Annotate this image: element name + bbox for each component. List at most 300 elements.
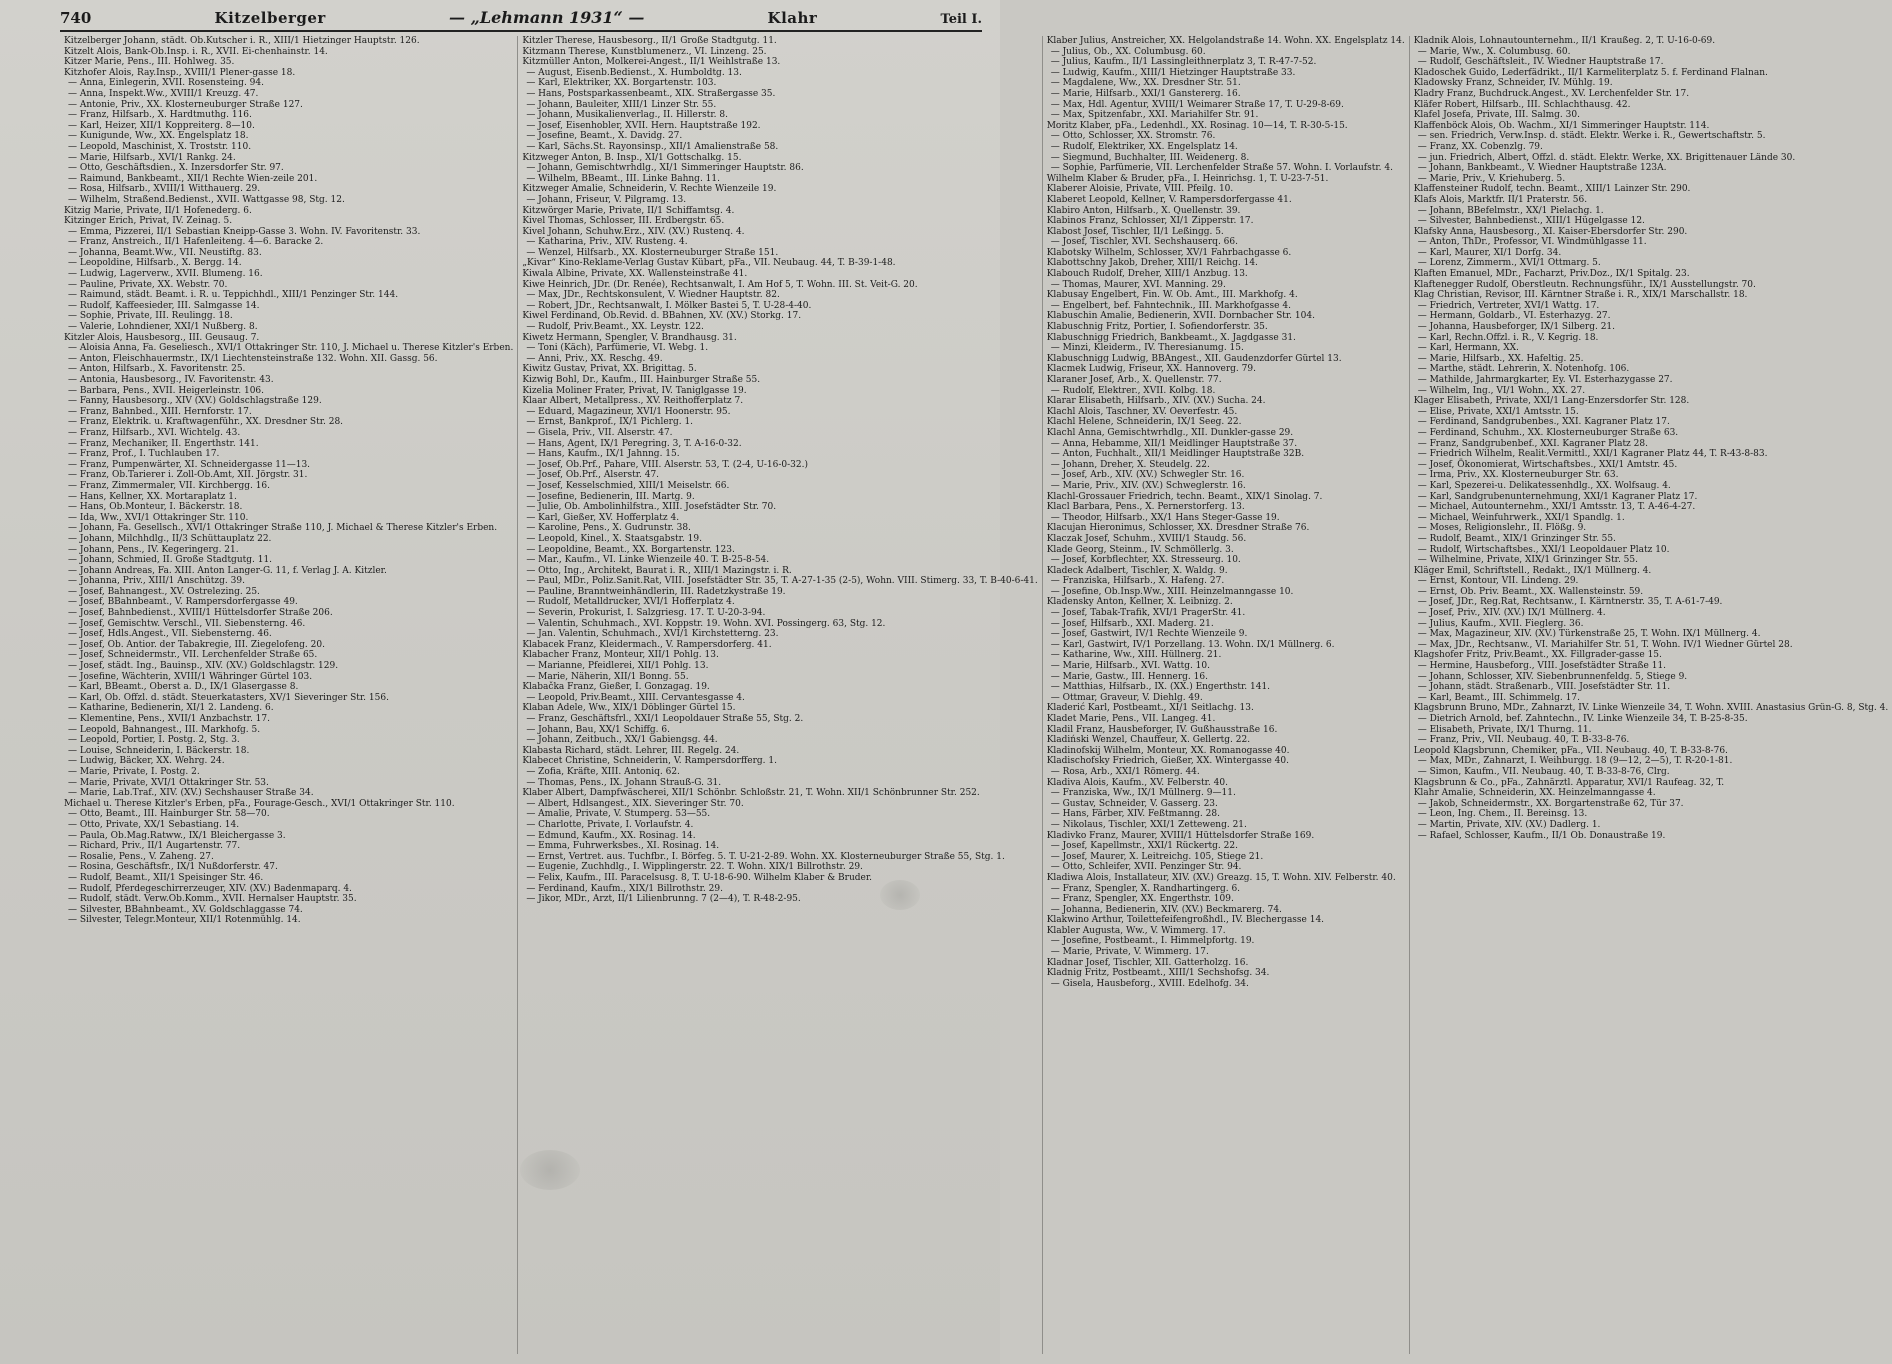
directory-entry: — Marie, Private, V. Wimmerg. 17. — [1050, 947, 1209, 958]
directory-entry: — Franz, Zimmermaler, VII. Kirchbergg. 16. — [68, 480, 271, 491]
directory-entry: — Josef, Gastwirt, IV/1 Rechte Wienzeile 9. — [1050, 629, 1248, 640]
directory-entry: — Antonia, Hausbesorg., IV. Favoritenstr. 43. — [68, 375, 274, 385]
directory-entry: Klabacher Franz, Monteur, XII/1 Pohlg. 13. — [522, 650, 719, 661]
directory-entry: — Johann, Bankbeamt., V. Wiedner Hauptstraße 123A. — [1417, 163, 1667, 174]
directory-entry: — Hans, Kaufm., IX/1 Jahnng. 15. — [526, 449, 680, 460]
directory-entry: — Anni, Priv., XX. Reschg. 49. — [526, 353, 663, 364]
directory-entry: — Katharine, Ww., XIII. Hüllnerg. 21. — [1050, 650, 1222, 661]
directory-entry: Kiwe Heinrich, JDr. (Dr. Renée), Rechtsanwalt, I. Am Hof 5, T. Wohn. III. St. Veit-G. 20. — [522, 279, 918, 290]
directory-entry: Kladnik Alois, Lohnautounternehm., II/1 Kraußeg. 2, T. U-16-0-69. — [1413, 36, 1716, 46]
directory-entry: — Marie, Hilfsarb., XVI/1 Rankg. 24. — [68, 152, 236, 163]
directory-entry: Klacl Barbara, Pens., X. Pernerstorferg. 13. — [1046, 502, 1245, 513]
directory-entry: — Wilhelm, BBeamt., III. Linke Bahng. 11. — [526, 173, 720, 184]
directory-entry: — Karl, Maurer, XI/1 Dorfg. 34. — [1417, 247, 1562, 258]
directory-entry: — Josefine, Bedienerin, III. Martg. 9. — [526, 491, 695, 502]
directory-entry: — Karl, Elektriker, XX. Borgartenstr. 103. — [526, 78, 717, 89]
directory-entry: — Valentin, Schuhmach., XVI. Koppstr. 19. Wohn. XVI. Possingerg. 63, Stg. 12. — [526, 618, 886, 629]
directory-entry: — Paul, MDr., Poliz.Sanit.Rat, VIII. Josefstädter Str. 35, T. A-27-1-35 (2-5), Wohn. VIII. Stimerg. 33, T. B-40-6-41. — [526, 576, 1038, 587]
directory-entry: — Johann, Dreher, X. Steudelg. 22. — [1050, 459, 1210, 470]
directory-entry: — Ferdinand, Kaufm., XIX/1 Billrothstr. 29. — [526, 883, 723, 894]
directory-entry: — Amalie, Private, V. Stumperg. 53—55. — [526, 809, 711, 820]
directory-entry: — Katharina, Priv., XIV. Rusteng. 4. — [526, 237, 688, 248]
directory-entry: — Theodor, Hilfsarb., XX/1 Hans Steger-Gasse 19. — [1050, 512, 1280, 523]
directory-entry: — Leopold, Priv.Beamt., XIII. Cervantesgasse 4. — [526, 692, 745, 703]
directory-entry: — Josef, Arb., XIV. (XV.) Schwegler Str. 16. — [1050, 470, 1245, 481]
directory-entry: — Jikor, MDr., Arzt, II/1 Lilienbrunng. 7 (2—4), T. R-48-2-95. — [526, 894, 801, 905]
directory-entry: — Josef, Ökonomierat, Wirtschaftsbes., XXI/1 Amtstr. 45. — [1417, 459, 1678, 470]
directory-entry: — Barbara, Pens., XVII. Heigerleinstr. 106. — [68, 385, 265, 396]
directory-entry: — Leopold, Kinel., X. Staatsgabstr. 19. — [526, 533, 702, 544]
directory-entry: — Raimund, städt. Beamt. i. R. u. Teppichhdl., XIII/1 Penzinger Str. 144. — [68, 290, 399, 301]
directory-entry: Klaffensteiner Rudolf, techn. Beamt., XIII/1 Lainzer Str. 290. — [1413, 184, 1691, 195]
directory-entry: — Max, Magazineur, XIV. (XV.) Türkenstraße 25, T. Wohn. IX/1 Müllnerg. 4. — [1417, 629, 1761, 640]
directory-entry: Klachl Helene, Schneiderin, IX/1 Seeg. 22. — [1046, 417, 1242, 428]
directory-entry: — Rudolf, Pferdegeschirrerzeuger, XIV. (XV.) Badenmaparq. 4. — [68, 883, 352, 894]
directory-entry: — Franz, Ob.Tarierer i. Zoll-Ob.Amt, XII. Jörgstr. 31. — [68, 470, 308, 481]
directory-entry: — Josefine, Postbeamt., I. Himmelpfortg. 19. — [1050, 936, 1255, 947]
directory-entry: — Hans, Ob.Monteur, I. Bäckerstr. 18. — [68, 502, 243, 513]
directory-entry: Klabecet Christine, Schneiderin, V. Rampersdorfferg. 1. — [522, 756, 777, 767]
directory-entry: — Simon, Kaufm., VII. Neubaug. 40, T. B-33-8-76, Clrg. — [1417, 766, 1670, 777]
directory-entry: — Valerie, Lohndiener, XXI/1 Nußberg. 8. — [68, 322, 258, 333]
directory-entry: — Otto, Geschäftsdien., X. Inzersdorfer Str. 97. — [68, 163, 284, 174]
directory-entry: — Charlotte, Private, I. Vorlaufstr. 4. — [526, 819, 694, 830]
directory-entry: — Ida, Ww., XVI/1 Ottakringer Str. 110. — [68, 512, 249, 523]
directory-entry: Kiwel Ferdinand, Ob.Revid. d. BBahnen, XV. (XV.) Storkg. 17. — [522, 311, 802, 322]
directory-entry: Klaczak Josef, Schuhm., XVIII/1 Staudg. 56. — [1046, 533, 1247, 544]
directory-entry: — Paula, Ob.Mag.Ratww., IX/1 Bleichergasse 3. — [68, 830, 286, 841]
directory-entry: — Josef, Maurer, X. Leitreichg. 105, Stiege 21. — [1050, 851, 1264, 862]
directory-entry: Kizwig Bohl, Dr., Kaufm., III. Hainburger Straße 55. — [522, 375, 761, 385]
directory-entry: Klachl Alois, Taschner, XV. Oeverfestr. 45. — [1046, 406, 1238, 417]
directory-entry: — Karl, Ob. Offzl. d. städt. Steuerkatasters, XV/1 Sieveringer Str. 156. — [68, 692, 389, 703]
directory-entry: — Hermann, Goldarb., VI. Esterhazyg. 27. — [1417, 311, 1611, 322]
directory-entry: — Franz, XX. Cobenzlg. 79. — [1417, 141, 1543, 152]
directory-entry: Kladiwa Alois, Installateur, XIV. (XV.) Greazg. 15, T. Wohn. XIV. Felberstr. 40. — [1046, 872, 1396, 883]
directory-entry: — Martin, Private, XIV. (XV.) Dadlerg. 1. — [1417, 819, 1601, 830]
directory-entry: — Lorenz, Zimmerm., XVI/1 Ottmarg. 5. — [1417, 258, 1601, 269]
directory-entry: — Rudolf, Geschäftsleit., IV. Wiedner Hauptstraße 17. — [1417, 57, 1664, 68]
directory-entry: — Emma, Fuhrwerksbes., XI. Rosinag. 14. — [526, 841, 720, 852]
directory-entry: — Leopoldine, Hilfsarb., X. Bergg. 14. — [68, 258, 242, 269]
directory-entry: — Franz, Hilfsarb., X. Hardtmuthg. 116. — [68, 110, 252, 121]
directory-entry: Klacujan Hieronimus, Schlosser, XX. Dresdner Straße 76. — [1046, 523, 1310, 534]
directory-entry: Kladnig Fritz, Postbeamt., XIII/1 Sechshofsg. 34. — [1046, 968, 1270, 979]
directory-entry: — Rudolf, Elektriker, XX. Engelsplatz 14. — [1050, 141, 1238, 152]
directory-entry: — Friedrich, Vertreter, XVI/1 Wattg. 17. — [1417, 300, 1600, 311]
directory-entry: — Marie, Private, XVI/1 Ottakringer Str. 53. — [68, 777, 269, 788]
directory-entry: — Franziska, Ww., IX/1 Müllnerg. 9—11. — [1050, 788, 1236, 799]
directory-entry: — Franz, Hilfsarb., XVI. Wichtelg. 43. — [68, 427, 241, 438]
directory-entry: — Aloisia Anna, Fa. Geseliesch., XVI/1 Ottakringer Str. 110, J. Michael u. Therese Kitzler's Erben. — [68, 343, 514, 354]
directory-entry: — Marie, Hilfsarb., XX. Hafeltig. 25. — [1417, 353, 1584, 364]
directory-entry: — Johann, BBefelmstr., XX/1 Pielachg. 1. — [1417, 205, 1604, 216]
directory-entry: Moritz Klaber, pFa., Ledenhdl., XX. Rosinag. 10—14, T. R-30-5-15. — [1046, 120, 1348, 131]
directory-entry: — Karl, Gastwirt, IV/1 Porzellang. 13. Wohn. IX/1 Müllnerg. 6. — [1050, 639, 1335, 650]
directory-entry: Klakwino Arthur, Toilettefeifengroßhdl., IV. Blechergasse 14. — [1046, 915, 1325, 926]
directory-entry: Klaber Albert, Dampfwäscherei, XII/1 Schönbr. Schloßstr. 21, T. Wohn. XII/1 Schönbrunner Str. 252. — [522, 788, 980, 799]
directory-entry: Kitzwörger Marie, Private, II/1 Schiffamtsg. 4. — [522, 205, 735, 216]
directory-entry: — Nikolaus, Tischler, XXI/1 Zetteweng. 21. — [1050, 819, 1247, 830]
directory-entry: — Johanna, Priv., XIII/1 Anschützg. 39. — [68, 576, 245, 587]
directory-entry: Kitzinger Erich, Privat, IV. Zeinag. 5. — [64, 216, 233, 227]
directory-entry: — Julie, Ob. Ambolinhilfstra., XIII. Josefstädter Str. 70. — [526, 502, 777, 513]
directory-entry: — Thomas, Pens., IX. Johann Strauß-G. 31. — [526, 777, 722, 788]
directory-entry: — Karl, Beamt., III. Schimmelg. 17. — [1417, 692, 1580, 703]
directory-entry: Klaften Emanuel, MDr., Facharzt, Priv.Doz., IX/1 Spitalg. 23. — [1413, 269, 1690, 280]
directory-entry: — Josef, Ob. Antior. der Tabakregie, III. Ziegelofeng. 20. — [68, 639, 325, 650]
directory-entry: — Max, Spitzenfabr., XXI. Mariahilfer Str. 91. — [1050, 110, 1259, 121]
directory-entry: — Franz, Spengler, X. Randhartingerg. 6. — [1050, 883, 1241, 894]
directory-entry: — Albert, Hdlsangest., XIX. Sieveringer Str. 70. — [526, 798, 744, 809]
directory-entry: — Josef, Kapellmstr., XXI/1 Rückertg. 22. — [1050, 841, 1238, 852]
directory-entry: — Leon, Ing. Chem., II. Bereinsg. 13. — [1417, 809, 1588, 820]
directory-entry: — Ernst, Bankprof., IX/1 Pichlerg. 1. — [526, 417, 694, 428]
directory-entry: — Josefine, Wächterin, XVIII/1 Währinger Gürtel 103. — [68, 671, 313, 682]
directory-entry: — Franz, Geschäftsfrl., XXI/1 Leopoldauer Straße 55, Stg. 2. — [526, 714, 804, 724]
directory-entry: — Gustav, Schneider, V. Gasserg. 23. — [1050, 798, 1218, 809]
directory-entry: — Jakob, Schneidermstr., XX. Borgartenstraße 62, Tür 37. — [1417, 798, 1684, 809]
directory-entry: „Kivar“ Kino-Reklame-Verlag Gustav Kübart, pFa., VII. Neubaug. 44, T. B-39-1-48. — [522, 258, 896, 269]
directory-entry: Kitzhofer Alois, Ray.Insp., XVIII/1 Plener-gasse 18. — [64, 67, 296, 78]
directory-entry: — Anton, Fuchhalt., XII/1 Meidlinger Hauptstraße 32B. — [1050, 449, 1305, 460]
directory-entry: — Rosalie, Pens., V. Zaheng. 27. — [68, 851, 214, 862]
directory-entry: — Julius, Kaufm., XVII. Fieglerg. 36. — [1417, 618, 1584, 629]
directory-entry: Klagsbrunn Bruno, MDr., Zahnarzt, IV. Linke Wienzeile 34, T. Wohn. XVIII. Anastasius Grün-G. 8, Stg. 4. — [1413, 703, 1889, 714]
directory-entry: Kitzelt Alois, Bank-Ob.Insp. i. R., XVII. Ei-chenhainstr. 14. — [64, 46, 328, 57]
column-1 — [60, 36, 518, 1354]
directory-entry: — Karl, BBeamt., Oberst a. D., IX/1 Glasergasse 8. — [68, 682, 299, 693]
directory-entry: — Rudolf, Elektrer., XVII. Kolbg. 18. — [1050, 385, 1216, 396]
column-4 — [1410, 36, 1892, 1354]
directory-entry: Kladoschek Guido, Lederfädrikt., II/1 Karmeliterplatz 5. f. Ferdinand Flalnan. — [1413, 67, 1768, 78]
directory-entry: Kladivko Franz, Maurer, XVIII/1 Hüttelsdorfer Straße 169. — [1046, 830, 1315, 841]
directory-entry: — Franz, Mechaniker, II. Engerthstr. 141. — [68, 438, 259, 449]
directory-entry: Kitzmann Therese, Kunstblumenerz., VI. Linzeng. 25. — [522, 46, 767, 57]
directory-entry: — Johann, Bau, XX/1 Schiffg. 6. — [526, 724, 670, 735]
directory-entry: — Eugenie, Zuchhdlg., I. Wipplingerstr. 22. T. Wohn. XIX/1 Billrothstr. 29. — [526, 862, 863, 873]
directory-entry: — Silvester, BBahnbeamt., XV. Goldschlaggasse 74. — [68, 904, 303, 915]
directory-entry: — Johann, Schlosser, XIV. Siebenbrunnenfeldg. 5, Stiege 9. — [1417, 671, 1688, 682]
directory-entry: Kivel Thomas, Schlosser, III. Erdbergstr. 65. — [522, 216, 725, 227]
directory-entry: — Sophie, Private, III. Reulingg. 18. — [68, 311, 233, 322]
directory-entry: — Max, JDr., Rechtsanw., VI. Mariahilfer Str. 51, T. Wohn. IV/1 Wiedner Gürtel 28. — [1417, 639, 1793, 650]
directory-entry: Klafsky Anna, Hausbesorg., XI. Kaiser-Ebersdorfer Str. 290. — [1413, 226, 1688, 237]
directory-entry: — Hans, Kellner, XX. Mortaraplatz 1. — [68, 491, 237, 502]
directory-entry: — Anton, Hilfsarb., X. Favoritenstr. 25. — [68, 364, 246, 375]
directory-entry: Klaberet Leopold, Kellner, V. Rampersdorfergasse 41. — [1046, 194, 1292, 205]
directory-entry: Kitzig Marie, Private, II/1 Hofenederg. 6. — [64, 205, 252, 216]
directory-entry: — Karl, Gießer, XV. Hofferplatz 4. — [526, 512, 680, 523]
directory-entry: — Pauline, Private, XX. Webstr. 70. — [68, 279, 228, 290]
directory-entry: Kitzler Therese, Hausbesorg., II/1 Große Stadtgutg. 11. — [522, 36, 777, 46]
directory-entry: — Ernst, Ob. Priv. Beamt., XX. Wallensteinstr. 59. — [1417, 586, 1644, 597]
directory-entry: — Eduard, Magazineur, XVI/1 Hoonerstr. 95. — [526, 406, 731, 417]
directory-entry: — jun. Friedrich, Albert, Offzl. d. städt. Elektr. Werke, XX. Brigittenauer Lände 30. — [1417, 152, 1796, 163]
directory-entry: — Josef, Eisenhobler, XVII. Hern. Hauptstraße 192. — [526, 120, 761, 131]
directory-entry: — Anna, Hebamme, XII/1 Meidlinger Hauptstraße 37. — [1050, 438, 1298, 449]
directory-entry: Klaber Julius, Anstreicher, XX. Helgolandstraße 14. Wohn. XX. Engelsplatz 14. — [1046, 36, 1405, 46]
directory-entry: Kivel Johann, Schuhw.Erz., XIV. (XV.) Rustenq. 4. — [522, 226, 745, 237]
directory-entry: — Severin, Prokurist, I. Salzgriesg. 17. T. U-20-3-94. — [526, 608, 766, 619]
directory-entry: — Ferdinand, Schuhm., XX. Klosterneuburger Straße 63. — [1417, 427, 1679, 438]
directory-entry: — Max, Hdl. Agentur, XVIII/1 Weimarer Straße 17, T. U-29-8-69. — [1050, 99, 1344, 110]
directory-entry: Kitzer Marie, Pens., III. Hohlweg. 35. — [64, 57, 235, 68]
directory-entry: — Silvester, Bahnbedienst., XIII/1 Hügelgasse 12. — [1417, 216, 1645, 227]
directory-entry: — Johann, städt. Straßenarb., VIII. Josefstädter Str. 11. — [1417, 682, 1671, 693]
directory-entry: — Rafael, Schlosser, Kaufm., II/1 Ob. Donaustraße 19. — [1417, 830, 1666, 841]
directory-entry: — Matthias, Hilfsarb., IX. (XX.) Engerthstr. 141. — [1050, 682, 1271, 693]
directory-entry: — Josefine, Ob.Insp.Ww., XIII. Heinzelmanngasse 10. — [1050, 586, 1294, 597]
directory-entry: — Silvester, Telegr.Monteur, XII/1 Rotenmühlg. 14. — [68, 915, 301, 926]
directory-entry: Klabuschnigg Friedrich, Bankbeamt., X. Jagdgasse 31. — [1046, 332, 1296, 343]
directory-entry: — Marie, Lab.Traf., XIV. (XV.) Sechshauser Straße 34. — [68, 788, 314, 799]
directory-entry: — Elisabeth, Private, IX/1 Thurng. 11. — [1417, 724, 1592, 735]
directory-entry: — Josefine, Beamt., X. Davidg. 27. — [526, 131, 683, 142]
directory-entry: — Josef, Tischler, XVI. Sechshauserq. 66. — [1050, 237, 1238, 248]
directory-entry: Klahr Amalie, Schneiderin, XX. Heinzelmanngasse 4. — [1413, 788, 1656, 799]
directory-entry: — Karl, Sandgrubenunternehmung, XXI/1 Kagraner Platz 17. — [1417, 491, 1698, 502]
directory-entry: — Felix, Kaufm., III. Paracelsusg. 8, T. U-18-6-90. Wilhelm Klaber & Bruder. — [526, 872, 873, 883]
directory-entry: — Julius, Ob., XX. Columbusg. 60. — [1050, 46, 1206, 57]
directory-entry: Kitzler Alois, Hausbesorg., III. Geusaug. 7. — [64, 332, 260, 343]
directory-entry: — Marie, Private, I. Postg. 2. — [68, 766, 200, 777]
directory-entry: — Karl, Hermann, XX. — [1417, 343, 1519, 354]
directory-entry: Kladischofsky Friedrich, Gießer, XX. Wintergasse 40. — [1046, 756, 1289, 767]
directory-entry: Kladil Franz, Hausbeforger, IV. Gußhausstraße 16. — [1046, 724, 1278, 735]
directory-entry: — Karl, Sächs.St. Rayonsinsp., XII/1 Amalienstraße 58. — [526, 141, 779, 152]
directory-entry: Kizelia Moliner Frater, Privat, IV. Taniglgasse 19. — [522, 385, 747, 396]
directory-entry: — Michael, Weinfuhrwerk., XXI/1 Spandlg. 1. — [1417, 512, 1625, 523]
directory-entry: — Magdalene, Ww., XX. Dresdner Str. 51. — [1050, 78, 1241, 89]
directory-entry: — Moses, Religionslehr., II. Flößg. 9. — [1417, 523, 1587, 534]
directory-entry: Kladerić Karl, Postbeamt., XI/1 Seitlachg. 13. — [1046, 703, 1254, 714]
directory-entry: — Hermine, Hausbeforg., VIII. Josefstädter Straße 11. — [1417, 661, 1667, 672]
directory-entry: — Hans, Agent, IX/1 Peregring. 3, T. A-16-0-32. — [526, 438, 742, 449]
directory-entry: — Edmund, Kaufm., XX. Rosinag. 14. — [526, 830, 696, 841]
directory-entry: — Rosa, Hilfsarb., XVIII/1 Witthauerg. 29. — [68, 184, 261, 195]
directory-entry: Klaban Adele, Ww., XIX/1 Döblinger Gürtel 15. — [522, 703, 736, 714]
directory-entry: — Josef, Ob.Prf., Alserstr. 47. — [526, 470, 660, 481]
directory-entry: — Josef, Schneidermstr., VII. Lerchenfelder Straße 65. — [68, 650, 318, 661]
directory-entry: — Marie, Gastw., III. Hennerg. 16. — [1050, 671, 1208, 682]
directory-entry: Klabuschin Amalie, Bedienerin, XVII. Dornbacher Str. 104. — [1046, 311, 1315, 322]
directory-entry: — Louise, Schneiderin, I. Bäckerstr. 18. — [68, 745, 250, 756]
directory-entry: — Marie, Hilfsarb., XXI/1 Ganstererg. 16. — [1050, 88, 1241, 99]
directory-entry: — Toni (Käch), Parfümerie, VI. Webg. 1. — [526, 343, 709, 354]
directory-entry: Klabusay Engelbert, Fin. W. Ob. Amt., III. Markhofg. 4. — [1046, 290, 1298, 301]
directory-entry: — Anton, ThDr., Professor, VI. Windmühlgasse 11. — [1417, 237, 1647, 248]
directory-entry: — Hans, Färber, XIV. Feßtmanng. 28. — [1050, 809, 1220, 820]
directory-entry: — Gisela, Priv., VII. Alserstr. 47. — [526, 427, 673, 438]
directory-entry: — Franz, Spengler, XX. Engerthstr. 109. — [1050, 894, 1234, 905]
directory-entry: — Franz, Bahnbed., XIII. Hernforstr. 17. — [68, 406, 252, 417]
directory-entry: — Antonie, Priv., XX. Klosterneuburger Straße 127. — [68, 99, 303, 110]
directory-entry: — Mar., Kaufm., VI. Linke Wienzeile 40. T. B-25-8-54. — [526, 555, 770, 566]
column-3 — [1043, 36, 1410, 1354]
directory-entry: — Franz, Sandgrubenbef., XXI. Kagraner Platz 28. — [1417, 438, 1648, 449]
directory-entry: Kladnar Josef, Tischler, XII. Gatterholzg. 16. — [1046, 957, 1249, 968]
directory-entry: — Fanny, Hausbesorg., XIV (XV.) Goldschlagstraße 129. — [68, 396, 322, 407]
directory-entry: — Rudolf, Kaffeesieder, III. Salmgasse 14. — [68, 300, 260, 311]
directory-entry: — Marie, Ww., X. Columbusg. 60. — [1417, 46, 1571, 57]
directory-entry: — Friedrich Wilhelm, Realit.Vermittl., XXI/1 Kagraner Platz 44, T. R-43-8-83. — [1417, 449, 1768, 460]
directory-entry: — Josef, Kesselschmied, XIII/1 Meiselstr. 66. — [526, 480, 730, 491]
directory-entry: — Franz, Priv., VII. Neubaug. 40, T. B-33-8-76. — [1417, 735, 1630, 746]
directory-entry: Kläfer Robert, Hilfsarb., III. Schlachthausg. 42. — [1413, 99, 1631, 110]
directory-entry: — Kunigunde, Ww., XX. Engelsplatz 18. — [68, 131, 249, 142]
directory-entry: Klacmek Ludwig, Friseur, XX. Hannoverg. 79. — [1046, 364, 1256, 375]
directory-entry: — Leopoldine, Beamt., XX. Borgartenstr. 123. — [526, 544, 735, 555]
directory-entry: Kiwitz Gustav, Privat, XX. Brigittag. 5. — [522, 364, 697, 375]
directory-entry: — Marie, Näherin, XII/1 Bonng. 55. — [526, 671, 689, 682]
directory-entry: — Rosina, Geschäftsfr., IX/1 Nußdorferstr. 47. — [68, 862, 278, 873]
directory-entry: — Karl, Spezerei-u. Delikatessenhdlg., XX. Wolfsaug. 4. — [1417, 480, 1671, 491]
directory-entry: — Wilhelmine, Private, XIX/1 Grinzinger Str. 55. — [1417, 555, 1638, 566]
directory-entry: — Rudolf, Beamt., XIX/1 Grinzinger Str. 55. — [1417, 533, 1616, 544]
directory-entry: — Robert, JDr., Rechtsanwalt, I. Mölker Bastei 5, T. U-28-4-40. — [526, 300, 812, 311]
directory-entry: — Otto, Ing., Architekt, Baurat i. R., XIII/1 Mazingstr. i. R. — [526, 565, 792, 576]
directory-entry: — Ludwig, Bäcker, XX. Wehrg. 24. — [68, 756, 225, 767]
directory-entry: Klafs Alois, Marktfr. II/1 Praterstr. 56. — [1413, 194, 1588, 205]
directory-entry: — Wilhelm, Straßend.Bedienst., XVII. Wattgasse 98, Stg. 12. — [68, 194, 345, 205]
directory-entry: Klabouch Rudolf, Dreher, XIII/1 Anzbug. 13. — [1046, 269, 1248, 280]
directory-entry: — Ottmar, Graveur, V. Diehlg. 49. — [1050, 692, 1203, 703]
entry-columns — [60, 36, 1889, 1354]
directory-entry: — Wilhelm, Ing., VI/1 Wohn., XX. 27. — [1417, 385, 1586, 396]
directory-entry: — Franz, Pumpenwärter, XI. Schneidergasse 11—13. — [68, 459, 311, 470]
directory-entry: Klabuschnig Fritz, Portier, I. Sofiendorferstr. 35. — [1046, 322, 1268, 333]
directory-entry: — Rosa, Arb., XXI/1 Römerg. 44. — [1050, 766, 1200, 777]
directory-entry: — Mathilde, Jahrmargkarter, Ey. VI. Esterhazygasse 27. — [1417, 375, 1673, 385]
directory-entry: — Ernst, Vertret. aus. Tuchfbr., I. Börfeg. 5. T. U-21-2-89. Wohn. XX. Klosterneuburger Straße 55, Stg. 1. — [526, 851, 1005, 862]
directory-entry: Kladowsky Franz, Schneider, IV. Mühlg. 19. — [1413, 78, 1613, 89]
directory-entry: — Anna, Inspekt.Ww., XVIII/1 Kreuzg. 47. — [68, 88, 259, 99]
directory-entry: — Josef, Gemischtw. Verschl., VII. Siebensterng. 46. — [68, 618, 306, 629]
directory-entry: — Josef, Bahnangest., XV. Ostrelezing. 25. — [68, 586, 260, 597]
directory-entry: Klabost Josef, Tischler, II/1 Leßingg. 5. — [1046, 226, 1224, 237]
directory-entry: — Franz, Anstreich., II/1 Hafenleiteng. 4—6. Baracke 2. — [68, 237, 324, 248]
directory-entry: — Elise, Private, XXI/1 Amtsstr. 15. — [1417, 406, 1579, 417]
directory-entry: — Rudolf, Metalldrucker, XVI/1 Hofferplatz 4. — [526, 597, 735, 608]
page-number: 740 — [60, 9, 92, 27]
directory-entry: — Raimund, Bankbeamt., XII/1 Rechte Wien-zeile 201. — [68, 173, 318, 184]
directory-entry: — Rudolf, Beamt., XII/1 Speisinger Str. 46. — [68, 872, 264, 883]
directory-entry: — Minzi, Kleiderm., IV. Theresianumg. 15. — [1050, 343, 1244, 354]
directory-entry: — Dietrich Arnold, bef. Zahntechn., IV. Linke Wienzeile 34, T. B-25-8-35. — [1417, 714, 1748, 724]
directory-entry: Klade Georg, Steinm., IV. Schmöllerlg. 3. — [1046, 544, 1234, 555]
directory-entry: — Ferdinand, Sandgrubenbes., XXI. Kagraner Platz 17. — [1417, 417, 1670, 428]
directory-entry: Klabinos Franz, Schlosser, XI/1 Zipperstr. 17. — [1046, 216, 1254, 227]
directory-entry: Klaffenböck Alois, Ob. Wachm., XI/1 Simmeringer Hauptstr. 114. — [1413, 120, 1710, 131]
page-header — [60, 8, 982, 32]
directory-entry: — Johann, Bauleiter, XIII/1 Linzer Str. 55. — [526, 99, 717, 110]
directory-entry: — Franz, Elektrik. u. Kraftwagenführ., XX. Dresdner Str. 28. — [68, 417, 344, 428]
header-first-entry: Kitzelberger — [214, 9, 326, 27]
directory-entry: Klabiro Anton, Hilfsarb., X. Quellenstr. 39. — [1046, 205, 1241, 216]
directory-entry: Klabotsky Wilhelm, Schlosser, XV/1 Fahrbachgasse 6. — [1046, 247, 1292, 258]
directory-entry: Klabasta Richard, städt. Lehrer, III. Regelg. 24. — [522, 745, 740, 756]
directory-entry: — Leopold, Bahnangest., III. Markhofg. 5. — [68, 724, 261, 735]
directory-entry: Klaar Albert, Metallpress., XV. Reithofferplatz 7. — [522, 396, 744, 407]
directory-entry: — Johanna, Beamt.Ww., VII. Neustiftg. 83. — [68, 247, 262, 258]
directory-entry: — Ernst, Kontour, VII. Lindeng. 29. — [1417, 576, 1579, 587]
directory-entry: — Josef, städt. Ing., Bauinsp., XIV. (XV.) Goldschlagstr. 129. — [68, 661, 339, 672]
part-label: Teil I. — [940, 12, 982, 27]
directory-entry: — Irma, Priv., XX. Klosterneuburger Str. 63. — [1417, 470, 1619, 481]
directory-entry: — Franz, Prof., I. Tuchlauben 17. — [68, 449, 220, 460]
directory-entry: — Richard, Priv., II/1 Augartenstr. 77. — [68, 841, 241, 852]
directory-entry: — Marie, Hilfsarb., XVI. Wattg. 10. — [1050, 661, 1210, 672]
directory-entry: Kiwala Albine, Private, XX. Wallensteinstraße 41. — [522, 269, 748, 280]
directory-entry: Kitzweger Amalie, Schneiderin, V. Rechte Wienzeile 19. — [522, 184, 777, 195]
directory-entry: — Otto, Schlosser, XX. Stromstr. 76. — [1050, 131, 1216, 142]
directory-entry: Kladiva Alois, Kaufm., XV. Felberstr. 40. — [1046, 777, 1228, 788]
directory-entry: — Johann, Schmied, II. Große Stadtgutg. 11. — [68, 555, 273, 566]
directory-entry: Kladry Franz, Buchdruck.Angest., XV. Lerchenfelder Str. 17. — [1413, 88, 1690, 99]
directory-entry: Klabacek Franz, Kleidermach., V. Rampersdorferg. 41. — [522, 639, 772, 650]
directory-entry: — Josef, JDr., Reg.Rat, Rechtsanw., I. Kärntnerstr. 35, T. A-61-7-49. — [1417, 597, 1723, 608]
directory-entry: Michael u. Therese Kitzler's Erben, pFa., Fourage-Gesch., XVI/1 Ottakringer Str. 110. — [64, 798, 455, 809]
directory-entry: Kladinofskij Wilhelm, Monteur, XX. Romanogasse 40. — [1046, 745, 1290, 756]
directory-entry: — Otto, Beamt., III. Hainburger Str. 58—70. — [68, 809, 270, 820]
directory-entry: — Julius, Kaufm., II/1 Lassingleithnerplatz 3, T. R-47-7-52. — [1050, 57, 1317, 68]
directory-entry: — Sophie, Parfümerie, VII. Lerchenfelder Straße 57. Wohn. I. Vorlaufstr. 4. — [1050, 163, 1393, 174]
directory-entry: Klarar Elisabeth, Hilfsarb., XIV. (XV.) Sucha. 24. — [1046, 396, 1266, 407]
directory-entry: — Johann, Milchhdlg., II/3 Schüttauplatz 22. — [68, 533, 272, 544]
directory-entry: Kitzmüller Anton, Molkerei-Angest., II/1 Weihlstraße 13. — [522, 57, 781, 68]
directory-entry: — Leopold, Portier, I. Postg. 2, Stg. 3. — [68, 735, 240, 746]
directory-entry: — Rudolf, Wirtschaftsbes., XXI/1 Leopoldauer Platz 10. — [1417, 544, 1670, 555]
directory-entry: — Michael, Autounternehm., XXI/1 Amtsstr. 13, T. A-46-4-27. — [1417, 502, 1696, 513]
directory-entry: — Engelbert, bef. Fahntechnik., III. Markhofgasse 4. — [1050, 300, 1291, 311]
directory-entry: — Marie, Priv., XIV. (XV.) Schweglerstr. 16. — [1050, 480, 1246, 491]
directory-entry: Klachl-Grossauer Friedrich, techn. Beamt., XIX/1 Sinolag. 7. — [1046, 491, 1323, 502]
directory-entry: Klabler Augusta, Ww., V. Wimmerg. 17. — [1046, 925, 1226, 936]
directory-entry: — Johann, Friseur, V. Pilgramg. 13. — [526, 194, 687, 205]
directory-entry: — Ludwig, Kaufm., XIII/1 Hietzinger Hauptstraße 33. — [1050, 67, 1296, 78]
directory-entry: — Otto, Schleifer, XVII. Penzinger Str. 94. — [1050, 862, 1242, 873]
directory-entry: — Anton, Fleischhauermstr., IX/1 Liechtensteinstraße 132. Wohn. XII. Gassg. 56. — [68, 353, 438, 364]
directory-entry: — Marianne, Pfeidlerei, XII/1 Pohlg. 13. — [526, 661, 709, 672]
directory-entry: — August, Eisenb.Bedienst., X. Humboldtg. 13. — [526, 67, 742, 78]
directory-entry: — Josef, Hdls.Angest., VII. Siebensterng. 46. — [68, 629, 272, 640]
directory-entry: Kläger Emil, Schriftstell., Redakt., IX/1 Müllnerg. 4. — [1413, 565, 1652, 576]
directory-entry: — Jan. Valentin, Schuhmach., XVI/1 Kirchstetterng. 23. — [526, 629, 779, 640]
directory-entry: Klaftenegger Rudolf, Oberstleutn. Rechnungsführ., IX/1 Ausstellungstr. 70. — [1413, 279, 1756, 290]
directory-entry: — Josef, Korbflechter, XX. Stresseurg. 10. — [1050, 555, 1241, 566]
directory-entry: Klaraner Josef, Arb., X. Quellenstr. 77. — [1046, 375, 1222, 385]
directory-entry: — Marie, Priv., V. Kriehuberg. 5. — [1417, 173, 1566, 184]
directory-entry: — Johann, Gemischtwrhdlg., XI/1 Simmeringer Hauptstr. 86. — [526, 163, 804, 174]
header-last-entry: Klahr — [767, 9, 818, 27]
directory-entry: — sen. Friedrich, Verw.Insp. d. städt. Elektr. Werke i. R., Gewertschaftstr. 5. — [1417, 131, 1766, 142]
directory-entry: — Gisela, Hausbeforg., XVIII. Edelhofg. 34. — [1050, 978, 1249, 989]
directory-entry: — Max, JDr., Rechtskonsulent, V. Wiedner Hauptstr. 82. — [526, 290, 780, 301]
directory-entry: — Max, MDr., Zahnarzt, I. Weihburgg. 18 (9—12, 2—5), T. R-20-1-81. — [1417, 756, 1733, 767]
directory-entry: Klager Elisabeth, Private, XXI/1 Lang-Enzersdorfer Str. 128. — [1413, 396, 1690, 407]
directory-entry: — Karl, Heizer, XII/1 Koppreiterg. 8—10. — [68, 120, 255, 131]
directory-entry: Kladet Marie, Pens., VII. Langeg. 41. — [1046, 714, 1216, 724]
directory-entry: Klagshofer Fritz, Priv.Beamt., XX. Fillgrader-gasse 15. — [1413, 650, 1662, 661]
directory-entry: — Karoline, Pens., X. Gudrunstr. 38. — [526, 523, 691, 534]
directory-entry: — Hans, Postsparkassenbeamt., XIX. Straßergasse 35. — [526, 88, 776, 99]
directory-entry: — Marthe, städt. Lehrerin, X. Notenhofg. 106. — [1417, 364, 1630, 375]
directory-entry: Kladiński Wenzel, Chauffeur, X. Gellertg. 22. — [1046, 735, 1251, 746]
directory-entry: Klag Christian, Revisor, III. Kärntner Straße i. R., XIX/1 Marschallstr. 18. — [1413, 290, 1748, 301]
directory-entry: Klaberer Aloisie, Private, VIII. Pfeilg. 10. — [1046, 184, 1234, 195]
directory-entry: — Klementine, Pens., XVII/1 Anzbachstr. 17. — [68, 714, 270, 724]
